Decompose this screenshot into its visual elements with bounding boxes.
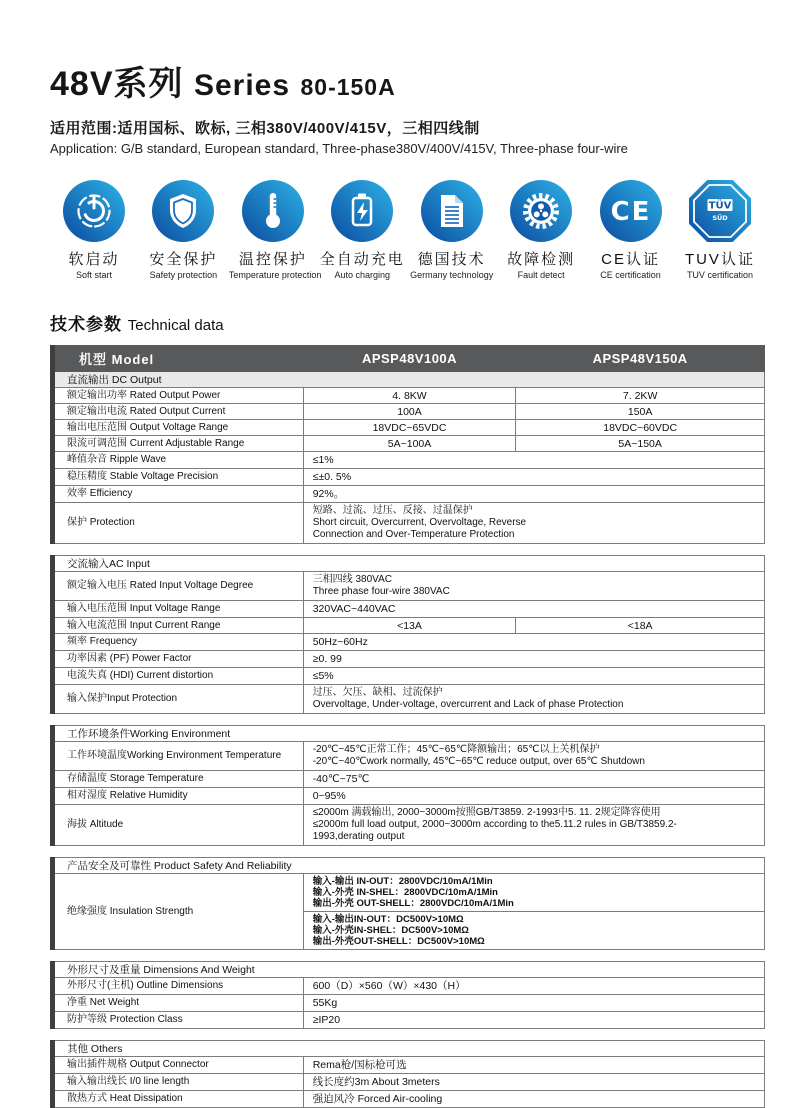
value-line: 外形尺寸(主机) Outline Dimensions [67, 980, 224, 991]
feature-item [139, 180, 227, 280]
value-line: 18VDC~60VDC [603, 421, 678, 434]
row-value [303, 601, 764, 618]
document-icon [408, 180, 496, 242]
value-line: APSP48V100A [361, 351, 458, 366]
value-line: 18VDC~65VDC [372, 421, 447, 434]
feature-item [318, 180, 406, 280]
value-line: 55Kg [312, 997, 338, 1009]
value-line: 额定输出功率 Rated Output Power [67, 389, 221, 401]
feature-item [587, 180, 675, 280]
section-title [53, 556, 765, 572]
row-label [53, 685, 304, 714]
row-label [53, 572, 304, 601]
model-header-row [53, 346, 765, 372]
row-value [516, 436, 765, 452]
row-value [303, 668, 764, 685]
value-line: 机型 Model [79, 352, 155, 367]
row-label [53, 805, 304, 846]
row-value [303, 651, 764, 668]
row-label [53, 634, 304, 651]
value-line: 4. 8KW [392, 389, 427, 402]
row-label [53, 452, 304, 469]
spec-table [50, 725, 765, 846]
value-line: 输入电压范围 Input Voltage Range [67, 603, 221, 614]
row-value [303, 469, 764, 486]
table-row [53, 978, 765, 995]
row-label [53, 788, 304, 805]
row-value [303, 978, 764, 995]
table-row [53, 651, 765, 668]
value-line: 散热方式 Heat Dissipation [67, 1093, 183, 1104]
spec-table [50, 1040, 765, 1108]
row-value [303, 742, 764, 771]
row-value [303, 572, 764, 601]
technical-data-en: Technical data [127, 317, 224, 334]
value-line: 输入-外壳 IN-SHEL：2800VDC/10mA/1Min [312, 887, 498, 898]
section-title-row [53, 556, 765, 572]
value-line: 防护等级 Protection Class [67, 1014, 183, 1025]
row-value [516, 618, 765, 634]
value-line: 92%。 [312, 488, 345, 500]
value-line: ≤±0. 5% [312, 471, 352, 483]
feature-label-en: CE certification [600, 270, 661, 280]
row-value [303, 618, 516, 634]
feature-item [676, 180, 764, 280]
value-line: 功率因素 (PF) Power Factor [67, 653, 192, 664]
value-line: 峰值杂音 Ripple Wave [67, 454, 167, 465]
table-row [53, 486, 765, 503]
value-line: 限流可调范围 Current Adjustable Range [67, 437, 245, 449]
value-line: 三相四线 380VAC [312, 574, 392, 585]
row-value [303, 1012, 764, 1029]
feature-label-cn: 软启动 [68, 251, 120, 268]
row-label [53, 618, 304, 634]
section-title-row [53, 858, 765, 874]
row-value [516, 420, 765, 436]
table-row [53, 771, 765, 788]
value-line: 其他 Others [67, 1043, 123, 1055]
value-line: 电流失真 (HDI) Current distortion [67, 670, 214, 681]
table-row [53, 436, 765, 452]
table-row [53, 572, 765, 601]
battery-charging-icon [318, 180, 406, 242]
feature-label-en: Safety protection [149, 270, 218, 280]
page-title [50, 56, 770, 105]
value-line: Rema枪/国标枪可选 [312, 1059, 407, 1071]
value-line: 保护 Protection [67, 517, 135, 528]
value-line: <18A [627, 619, 653, 632]
row-value [303, 805, 764, 846]
value-line: 工作环境温度Working Environment Temperature [67, 750, 282, 761]
value-line: 线长度约3m About 3meters [312, 1076, 440, 1088]
spec-table [50, 555, 765, 714]
row-value [303, 912, 764, 950]
value-line: 1993,derating output [312, 831, 405, 842]
table-row [53, 388, 765, 404]
feature-label-en: TUV certification [686, 270, 753, 280]
model-header-label [53, 346, 304, 372]
value-line: 净重 Net Weight [67, 997, 140, 1008]
value-line: 强迫风冷 Forced Air-cooling [312, 1093, 443, 1105]
value-line: 外形尺寸及重量 Dimensions And Weight [67, 964, 255, 976]
row-label [53, 771, 304, 788]
feature-label-en: Fault detect [517, 270, 565, 280]
svg-text:TÜV: TÜV [708, 200, 732, 212]
value-line: 320VAC~440VAC [312, 603, 396, 615]
row-value [303, 1057, 764, 1074]
row-value [303, 404, 516, 420]
table-row [53, 469, 765, 486]
row-label [53, 1012, 304, 1029]
table-row [53, 874, 765, 912]
row-value [303, 634, 764, 651]
section-title-row [53, 962, 765, 978]
feature-label-cn: TUV认证 [684, 251, 755, 268]
table-row [53, 601, 765, 618]
svg-text:CE: CE [610, 197, 651, 227]
row-value [303, 771, 764, 788]
row-label [53, 1091, 304, 1108]
feature-label-en: Auto charging [334, 270, 391, 280]
thermometer-icon [229, 180, 317, 242]
table-row [53, 685, 765, 714]
feature-label-en: Germany technology [410, 270, 494, 280]
value-line: ≥IP20 [312, 1014, 341, 1026]
technical-data-heading [50, 310, 770, 335]
value-line: 输入电流范围 Input Current Range [67, 619, 221, 631]
value-line: ≥0. 99 [312, 653, 342, 665]
table-row [53, 634, 765, 651]
value-line: ≤1% [312, 454, 334, 466]
feature-item [50, 180, 138, 280]
feature-label-cn: 安全保护 [149, 251, 218, 268]
value-line: 输入输出线长 I/0 line length [67, 1076, 190, 1087]
feature-label-en: Soft start [75, 270, 112, 280]
row-value [303, 452, 764, 469]
value-line: Overvoltage, Under-voltage, overcurrent and Lack of phase Protection [312, 699, 624, 710]
section-title-row [53, 372, 765, 388]
spec-table [50, 345, 765, 544]
row-value [303, 1074, 764, 1091]
spec-table [50, 961, 765, 1029]
title-en: Series [193, 69, 291, 102]
row-label [53, 668, 304, 685]
row-label [53, 404, 304, 420]
features-row [50, 180, 764, 280]
tuv-mark-icon [676, 180, 764, 242]
feature-label-cn: 德国技术 [417, 251, 486, 268]
spec-table [50, 857, 765, 950]
application-subtitle-en: Application: G/B standard, European standard, Three-phase380V/400V/415V, Three-phase four-wire [50, 141, 628, 156]
value-line: 存储温度 Storage Temperature [67, 773, 204, 784]
value-line: 海拔 Altitude [67, 819, 124, 830]
value-line: 0~95% [312, 790, 346, 802]
value-line: 输出插件规格 Output Connector [67, 1059, 209, 1070]
row-label [53, 503, 304, 544]
title-cn: 48V系列 [50, 65, 184, 103]
row-label [53, 436, 304, 452]
row-value [303, 1091, 764, 1108]
row-label [53, 874, 304, 950]
gear-icon [497, 180, 585, 242]
value-line: -40℃~75℃ [312, 773, 370, 785]
row-value [516, 404, 765, 420]
table-row [53, 1074, 765, 1091]
row-value [303, 436, 516, 452]
table-row [53, 1091, 765, 1108]
value-line: <13A [397, 619, 422, 632]
feature-item [228, 180, 322, 280]
value-line: 600（D）×560（W）×430（H） [312, 980, 466, 992]
table-row [53, 1012, 765, 1029]
row-label [53, 469, 304, 486]
value-line: ≤5% [312, 670, 334, 682]
value-line: 频率 Frequency [67, 636, 138, 647]
value-line: ≤2000m 满载输出, 2000~3000m按照GB/T3859. 2-1993中5. 11. 2规定降容使用 [312, 807, 661, 818]
row-value [303, 788, 764, 805]
value-line: 50Hz~60Hz [312, 636, 368, 648]
table-row [53, 404, 765, 420]
feature-item [408, 180, 496, 280]
feature-label-cn: 温控保护 [238, 251, 307, 268]
row-value [303, 685, 764, 714]
table-row [53, 995, 765, 1012]
row-label [53, 978, 304, 995]
row-label [53, 742, 304, 771]
application-subtitle-cn: 适用范围:适用国标、欧标, 三相380V/400V/415V，三相四线制 [50, 120, 480, 137]
table-row [53, 742, 765, 771]
row-label [53, 420, 304, 436]
row-label [53, 1074, 304, 1091]
table-row [53, 452, 765, 469]
technical-data-cn: 技术参数 [50, 315, 122, 334]
value-line: 相对湿度 Relative Humidity [67, 790, 188, 801]
spec-tables [50, 345, 770, 1108]
value-line: 短路、过流、过压、反接、过温保护 [312, 505, 473, 516]
feature-item [497, 180, 585, 280]
value-line: 输出电压范围 Output Voltage Range [67, 421, 229, 433]
value-line: Connection and Over-Temperature Protection [312, 529, 515, 540]
value-line: 输入保护Input Protection [67, 693, 178, 704]
value-line: APSP48V150A [592, 351, 688, 366]
value-line: -20℃~40℃work normally, 45℃~65℃ reduce output, over 65℃ Shutdown [312, 756, 645, 767]
value-line: 直流输出 DC Output [67, 374, 162, 386]
table-row [53, 503, 765, 544]
section-title-row [53, 1041, 765, 1057]
value-line: 过压、欠压、缺相、过流保护 [312, 687, 443, 698]
feature-label-cn: 故障检测 [507, 251, 576, 268]
section-title [53, 372, 765, 388]
shield-icon [139, 180, 227, 242]
value-line: 输入-输出IN-OUT：DC500V>10MΩ [312, 914, 464, 925]
table-row [53, 618, 765, 634]
row-label [53, 486, 304, 503]
table-row [53, 420, 765, 436]
row-value [303, 388, 516, 404]
section-title [53, 858, 765, 874]
value-line: 绝缘强度 Insulation Strength [67, 905, 194, 917]
value-line: 输入-外壳IN-SHEL：DC500V>10MΩ [312, 925, 469, 936]
section-title [53, 726, 765, 742]
row-value [303, 486, 764, 503]
feature-label-cn: CE认证 [601, 251, 660, 268]
value-line: 150A [627, 405, 653, 418]
section-title-row [53, 726, 765, 742]
row-label [53, 1057, 304, 1074]
section-title [53, 962, 765, 978]
value-line: -20℃~45℃正常工作；45℃~65℃降额输出；65℃以上关机保护 [312, 744, 600, 755]
row-value [516, 388, 765, 404]
table-row [53, 805, 765, 846]
row-value [303, 503, 764, 544]
row-value [303, 420, 516, 436]
value-line: 稳压精度 Stable Voltage Precision [67, 471, 219, 482]
value-line: ≤2000m full load output, 2000~3000m according to the5.11.2 rules in GB/T3859.2- [312, 819, 677, 830]
table-row [53, 1057, 765, 1074]
value-line: 5A~150A [618, 437, 662, 450]
value-line: 额定输出电流 Rated Output Current [67, 405, 226, 417]
value-line: Three phase four-wire 380VAC [312, 586, 450, 597]
value-line: 输出-外壳 OUT-SHELL：2800VDC/10mA/1Min [312, 898, 514, 909]
row-label [53, 601, 304, 618]
value-line: 5A~100A [387, 437, 432, 450]
value-line: 效率 Efficiency [67, 488, 133, 499]
value-line: 工作环境条件Working Environment [67, 728, 231, 740]
row-value [303, 995, 764, 1012]
table-row [53, 668, 765, 685]
value-line: 100A [397, 405, 422, 418]
value-line: 7. 2KW [622, 389, 658, 402]
value-line: 额定输入电压 Rated Input Voltage Degree [67, 580, 254, 591]
row-label [53, 388, 304, 404]
row-label [53, 651, 304, 668]
value-line: 交流输入AC Input [67, 558, 150, 570]
svg-text:SÜD: SÜD [712, 213, 728, 222]
table-row [53, 788, 765, 805]
feature-label-cn: 全自动充电 [319, 251, 405, 268]
feature-label-en: Temperature protection [228, 270, 322, 280]
value-line: Short circuit, Overcurrent, Overvoltage, Reverse [312, 517, 527, 528]
soft-start-icon [50, 180, 138, 242]
value-line: 输出-外壳OUT-SHELL：DC500V>10MΩ [312, 936, 485, 947]
value-line: 产品安全及可靠性 Product Safety And Reliability [67, 860, 292, 872]
model-name [516, 346, 765, 372]
section-title [53, 1041, 765, 1057]
value-line: 输入-输出 IN-OUT：2800VDC/10mA/1Min [312, 876, 493, 887]
model-name [303, 346, 516, 372]
row-label [53, 995, 304, 1012]
ce-mark-icon [587, 180, 675, 242]
title-range: 80-150A [300, 74, 396, 100]
row-value [303, 874, 764, 912]
